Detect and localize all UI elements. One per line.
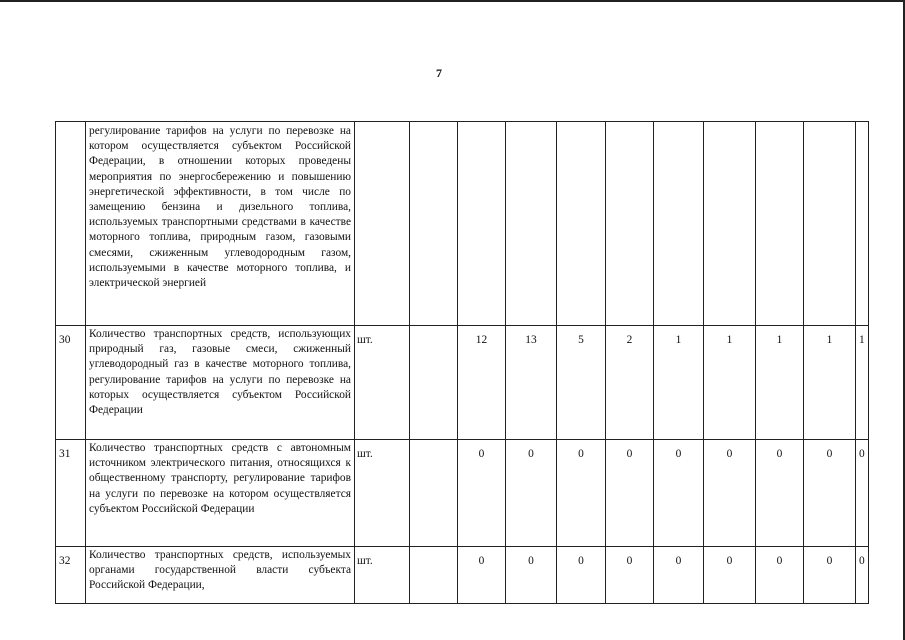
table-row [56, 440, 869, 547]
value-cell: 0 [704, 547, 756, 604]
value-cell: 13 [506, 326, 557, 440]
value-cell: 0 [506, 440, 557, 547]
row-description: регулирование тарифов на услуги по перевозке на котором осуществляется субъектом Российской Федерации, в отношении которых проведены мероприятия по энергосбережению и повышению энергетической эффективности, в том числе по замещению бензина и дизельного топлива, используемых транспортными средствами в качестве моторного топлива, природным газом, газовыми смесями, сжиженным углеводородным газом, используемыми в качестве моторного топлива, и электрической энергией [86, 122, 355, 326]
value-cell [458, 122, 506, 326]
row-description: Количество транспортных средств, использующих природный газ, газовые смеси, сжиженный углеводородный газ в качестве моторного топлива, регулирование тарифов на услуги по перевозке на которых осуществляется субъектом Российской Федерации [86, 326, 355, 440]
table-row [56, 122, 869, 326]
value-cell: 0 [557, 440, 606, 547]
value-cell: 5 [557, 326, 606, 440]
value-cell [606, 122, 654, 326]
value-cell: 0 [804, 440, 856, 547]
value-cell: 0 [654, 547, 704, 604]
value-cell: 0 [606, 440, 654, 547]
value-cell [704, 122, 756, 326]
value-cell [506, 122, 557, 326]
row-description: Количество транспортных средств, используемых органами государственной власти субъекта Российской Федерации, [86, 547, 355, 604]
value-cell [410, 326, 458, 440]
row-number [56, 122, 86, 326]
value-cell: 0 [756, 440, 804, 547]
row-unit: шт. [355, 326, 410, 440]
value-cell [410, 547, 458, 604]
value-cell: 0 [856, 547, 869, 604]
value-cell: 1 [654, 326, 704, 440]
value-cell: 0 [557, 547, 606, 604]
indicators-table [55, 121, 869, 604]
value-cell: 0 [804, 547, 856, 604]
value-cell: 0 [654, 440, 704, 547]
value-cell: 1 [704, 326, 756, 440]
row-unit: шт. [355, 547, 410, 604]
table-row [56, 547, 869, 604]
value-cell [856, 122, 869, 326]
value-cell [557, 122, 606, 326]
row-description: Количество транспортных средств с автономным источником электрического питания, относящихся к общественному транспорту, регулирование тарифов на услуги по перевозке на котором осуществляется субъектом Российской Федерации [86, 440, 355, 547]
value-cell: 0 [756, 547, 804, 604]
value-cell [654, 122, 704, 326]
row-number: 30 [56, 326, 86, 440]
row-unit: шт. [355, 440, 410, 547]
value-cell [804, 122, 856, 326]
value-cell: 1 [804, 326, 856, 440]
value-cell: 0 [458, 440, 506, 547]
value-cell: 1 [756, 326, 804, 440]
row-number: 32 [56, 547, 86, 604]
value-cell [410, 122, 458, 326]
value-cell: 0 [606, 547, 654, 604]
value-cell: 2 [606, 326, 654, 440]
table-row [56, 326, 869, 440]
value-cell: 0 [856, 440, 869, 547]
page-edge-top [0, 0, 905, 2]
page-number: 7 [436, 66, 442, 80]
value-cell: 1 [856, 326, 869, 440]
value-cell: 12 [458, 326, 506, 440]
value-cell: 0 [506, 547, 557, 604]
value-cell [756, 122, 804, 326]
row-number: 31 [56, 440, 86, 547]
value-cell [410, 440, 458, 547]
row-unit [355, 122, 410, 326]
value-cell: 0 [458, 547, 506, 604]
value-cell: 0 [704, 440, 756, 547]
